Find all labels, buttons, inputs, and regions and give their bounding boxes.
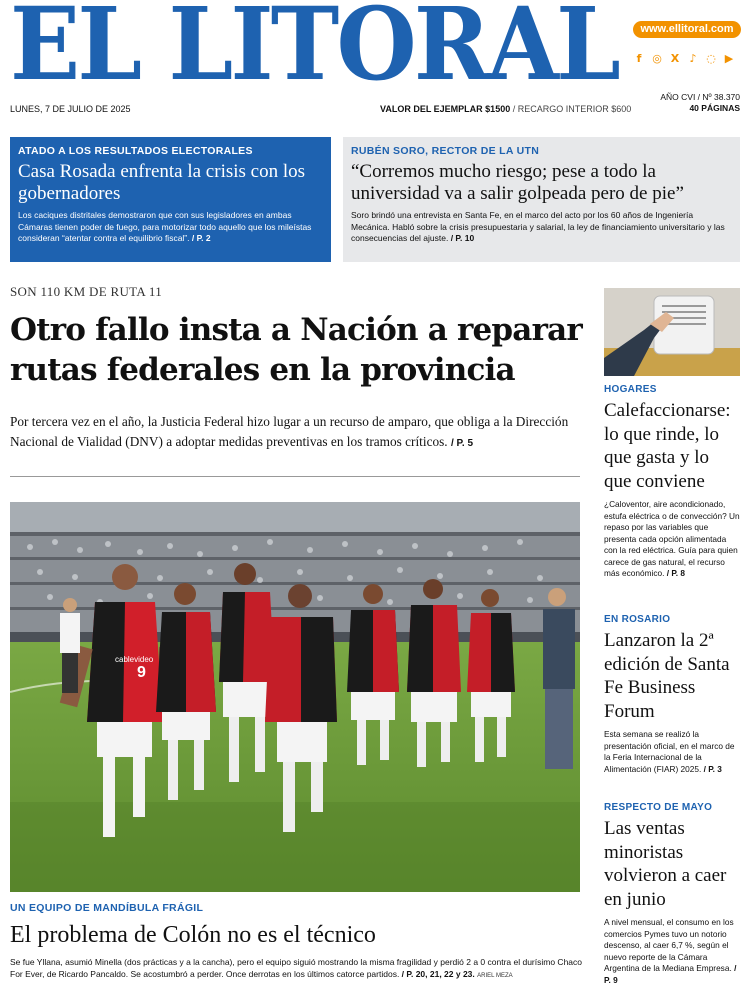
facebook-icon[interactable]: f <box>636 52 642 65</box>
footer-story-headline[interactable]: El problema de Colón no es el técnico <box>10 922 376 948</box>
sidebar-body <box>604 729 740 775</box>
story-box-casa-rosada[interactable] <box>10 137 331 262</box>
youtube-icon[interactable]: ▶ <box>724 52 734 65</box>
footer-story-body <box>10 956 585 982</box>
photo-credit: ARIEL MEZA <box>477 973 513 979</box>
sidebar-story-rosario[interactable] <box>604 614 740 775</box>
whatsapp-icon[interactable]: ◌ <box>706 52 716 65</box>
masthead <box>0 0 750 103</box>
story-text: ¿Caloventor, aire acondicionado, estufa eléctrica o de convección? Un repaso por las variables que presenta cada opción alimentada con la red eléctrica. Guía para quien carece de gas natural, el recurso más económico. <box>604 499 740 578</box>
jersey-number: 9 <box>137 664 146 681</box>
sidebar-kicker: HOGARES <box>604 384 657 395</box>
social-links <box>632 52 736 66</box>
instagram-icon[interactable]: ◎ <box>652 52 662 65</box>
story-kicker: ATADO A LOS RESULTADOS ELECTORALES <box>18 145 253 157</box>
page-ref: / P. 8 <box>666 568 686 578</box>
divider <box>10 476 580 477</box>
football-players-illustration <box>10 502 580 892</box>
edition-number: AÑO CVI / Nº 38.370 <box>660 92 740 102</box>
main-story-headline[interactable]: Otro fallo insta a Nación a reparar rutas federales en la provincia <box>10 312 582 388</box>
page-ref: / P. 9 <box>604 963 737 985</box>
story-kicker: RUBÉN SORO, RECTOR DE LA UTN <box>351 145 540 157</box>
story-text: Soro brindó una entrevista en Santa Fe, en el marco del acto por los 60 años de Ingeniería Mecánica. Habló sobre la crisis presupuestaria y salarial, la ley de financiamiento universitario y las consecuencias del ajuste. <box>351 210 725 243</box>
sidebar-body <box>604 917 740 986</box>
story-text: A nivel mensual, el consumo en los comercios Pymes tuvo un notorio descenso, al caer 6,7 %, según el nuevo reporte de la Cámara Argentina de la Mediana Empresa. <box>604 917 735 973</box>
page-count: 40 PÁGINAS <box>689 103 740 113</box>
sidebar-headline[interactable]: Las ventas minoristas volvieron a caer en junio <box>604 818 727 910</box>
heater-illustration <box>604 288 740 376</box>
story-body <box>18 210 323 245</box>
info-bar <box>10 92 740 118</box>
sidebar-kicker: RESPECTO DE MAYO <box>604 802 713 813</box>
story-text: Esta semana se realizó la presentación oficial, en el marco de la Feria Internacional de la Alimentación (FIAR) 2025. <box>604 729 735 774</box>
sidebar-body <box>604 499 740 580</box>
newspaper-logo[interactable]: EL LITORAL <box>10 0 619 103</box>
story-text: Los caciques distritales demostraron que con sus legisladores en ambas Cámaras tienen poder de fuego, para motorizar todo aquello que los mileístas consideran “atentar contra el equilibrio fiscal”. <box>18 210 312 243</box>
edition-info <box>660 92 740 114</box>
story-text: Se fue Yllana, asumió Minella (dos prácticas y a la cancha), pero el equipo siguió mostrando la misma fragilidad y perdió 2 a 0 contra el durísimo Chaco For Ever, de Ricardo Pancaldo. Se acostumbró a perder. Once derrotas en los últimos catorce partidos. <box>10 957 583 979</box>
football-photo[interactable] <box>10 502 580 892</box>
story-title[interactable]: Casa Rosada enfrenta la crisis con los gobernadores <box>18 161 306 204</box>
story-body <box>351 210 732 245</box>
issue-price <box>380 104 631 114</box>
sidebar-headline[interactable]: Lanzaron la 2ª edición de Santa Fe Business Forum <box>604 630 730 722</box>
sidebar-story-hogares[interactable] <box>604 384 740 580</box>
main-story-lead <box>10 412 580 454</box>
sidebar-story-ventas[interactable] <box>604 802 740 986</box>
tiktok-icon[interactable]: ♪ <box>689 52 697 65</box>
sidebar-kicker: EN ROSARIO <box>604 614 671 625</box>
x-icon[interactable]: X <box>670 52 680 65</box>
story-box-soro[interactable] <box>343 137 740 262</box>
page-ref: / P. 2 <box>191 233 211 243</box>
jersey-sponsor: cablevideo <box>115 655 154 664</box>
page-ref: / P. 20, 21, 22 y 23. <box>401 969 475 979</box>
price-extra: / RECARGO INTERIOR $600 <box>510 104 632 114</box>
story-title[interactable]: “Corremos mucho riesgo; pese a todo la universidad va a salir golpeada pero de pie” <box>351 161 684 204</box>
issue-date: LUNES, 7 DE JULIO DE 2025 <box>10 104 131 114</box>
website-link[interactable]: www.ellitoral.com <box>633 21 741 38</box>
price-label: VALOR DEL EJEMPLAR $1500 <box>380 104 511 114</box>
heater-photo[interactable] <box>604 288 740 376</box>
page-ref: / P. 3 <box>703 763 722 774</box>
sidebar-headline[interactable]: Calefaccionarse: lo que rinde, lo que gasta y lo que conviene <box>604 400 731 492</box>
footer-story-kicker: UN EQUIPO DE MANDÍBULA FRÁGIL <box>10 902 204 914</box>
page-ref: / P. 5 <box>450 438 474 449</box>
page-ref: / P. 10 <box>450 233 475 243</box>
main-story-kicker: SON 110 KM DE RUTA 11 <box>10 284 162 299</box>
lead-text: Por tercera vez en el año, la Justicia Federal hizo lugar a un recurso de amparo, que obliga a la Dirección Nacional de Vialidad (DNV) a adoptar medidas preventivas en los tramos críticos. <box>10 414 569 449</box>
